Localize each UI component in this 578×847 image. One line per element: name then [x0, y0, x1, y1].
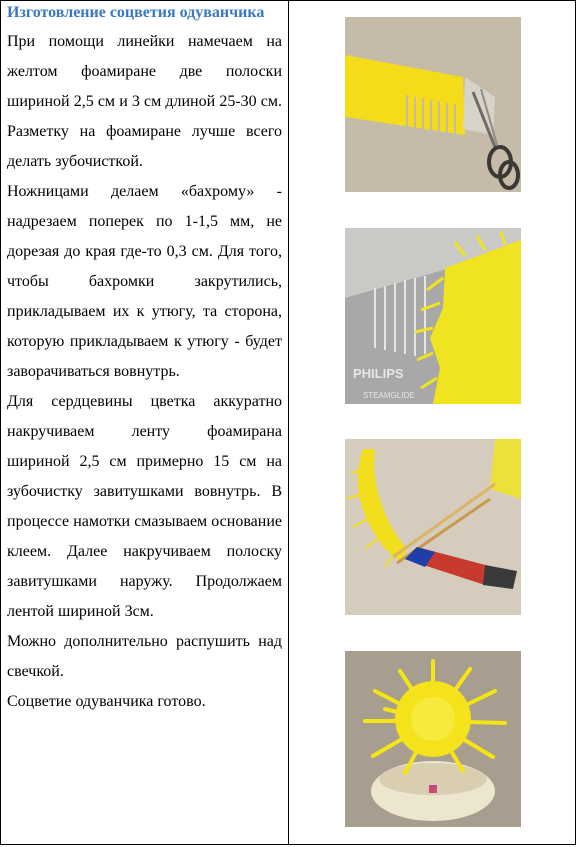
section-title: Изготовление соцветия одуванчика — [7, 4, 265, 21]
photo-fringe-cutting — [345, 17, 521, 192]
column-divider — [288, 0, 289, 845]
iron-model-label: STEAMGLIDE — [363, 391, 415, 400]
step-paragraph-2: Ножницами делаем «бахрому» - надрезаем поперек по 1-1,5 мм, не дорезая до края где-то 0,3 см. Для того, чтобы бахромки закрутились, прикладываем их к утюгу, та сторона, которую прикладываем к утюгу - будет заворачиваться вовнутрь. — [7, 183, 282, 380]
step-paragraph-4: Можно дополнительно распушить над свечкой. — [7, 633, 282, 680]
instructions-column — [7, 3, 282, 717]
photo-ironing-fringe — [345, 228, 521, 404]
step-paragraph-5: Соцветие одуванчика готово. — [7, 693, 206, 710]
step-paragraph-1: При помощи линейки намечаем на желтом фоамиране две полоски шириной 2,5 см и 3 см длиной 25-30 см. Разметку на фоамиране лучше всего делать зубочисткой. — [7, 33, 282, 170]
photo-finished-dandelion — [345, 651, 521, 827]
photo-rolling-on-toothpick — [345, 439, 521, 615]
step-paragraph-3: Для сердцевины цветка аккуратно накручиваем ленту фоамирана шириной 2,5 см примерно 15 см на зубочистку завитушками вовнутрь. В процессе намотки смазываем основание клеем. Далее накручиваем полоску завитушками наружу. Продолжаем лентой шириной 3см. — [7, 393, 282, 620]
iron-brand-label: PHILIPS — [353, 366, 404, 381]
